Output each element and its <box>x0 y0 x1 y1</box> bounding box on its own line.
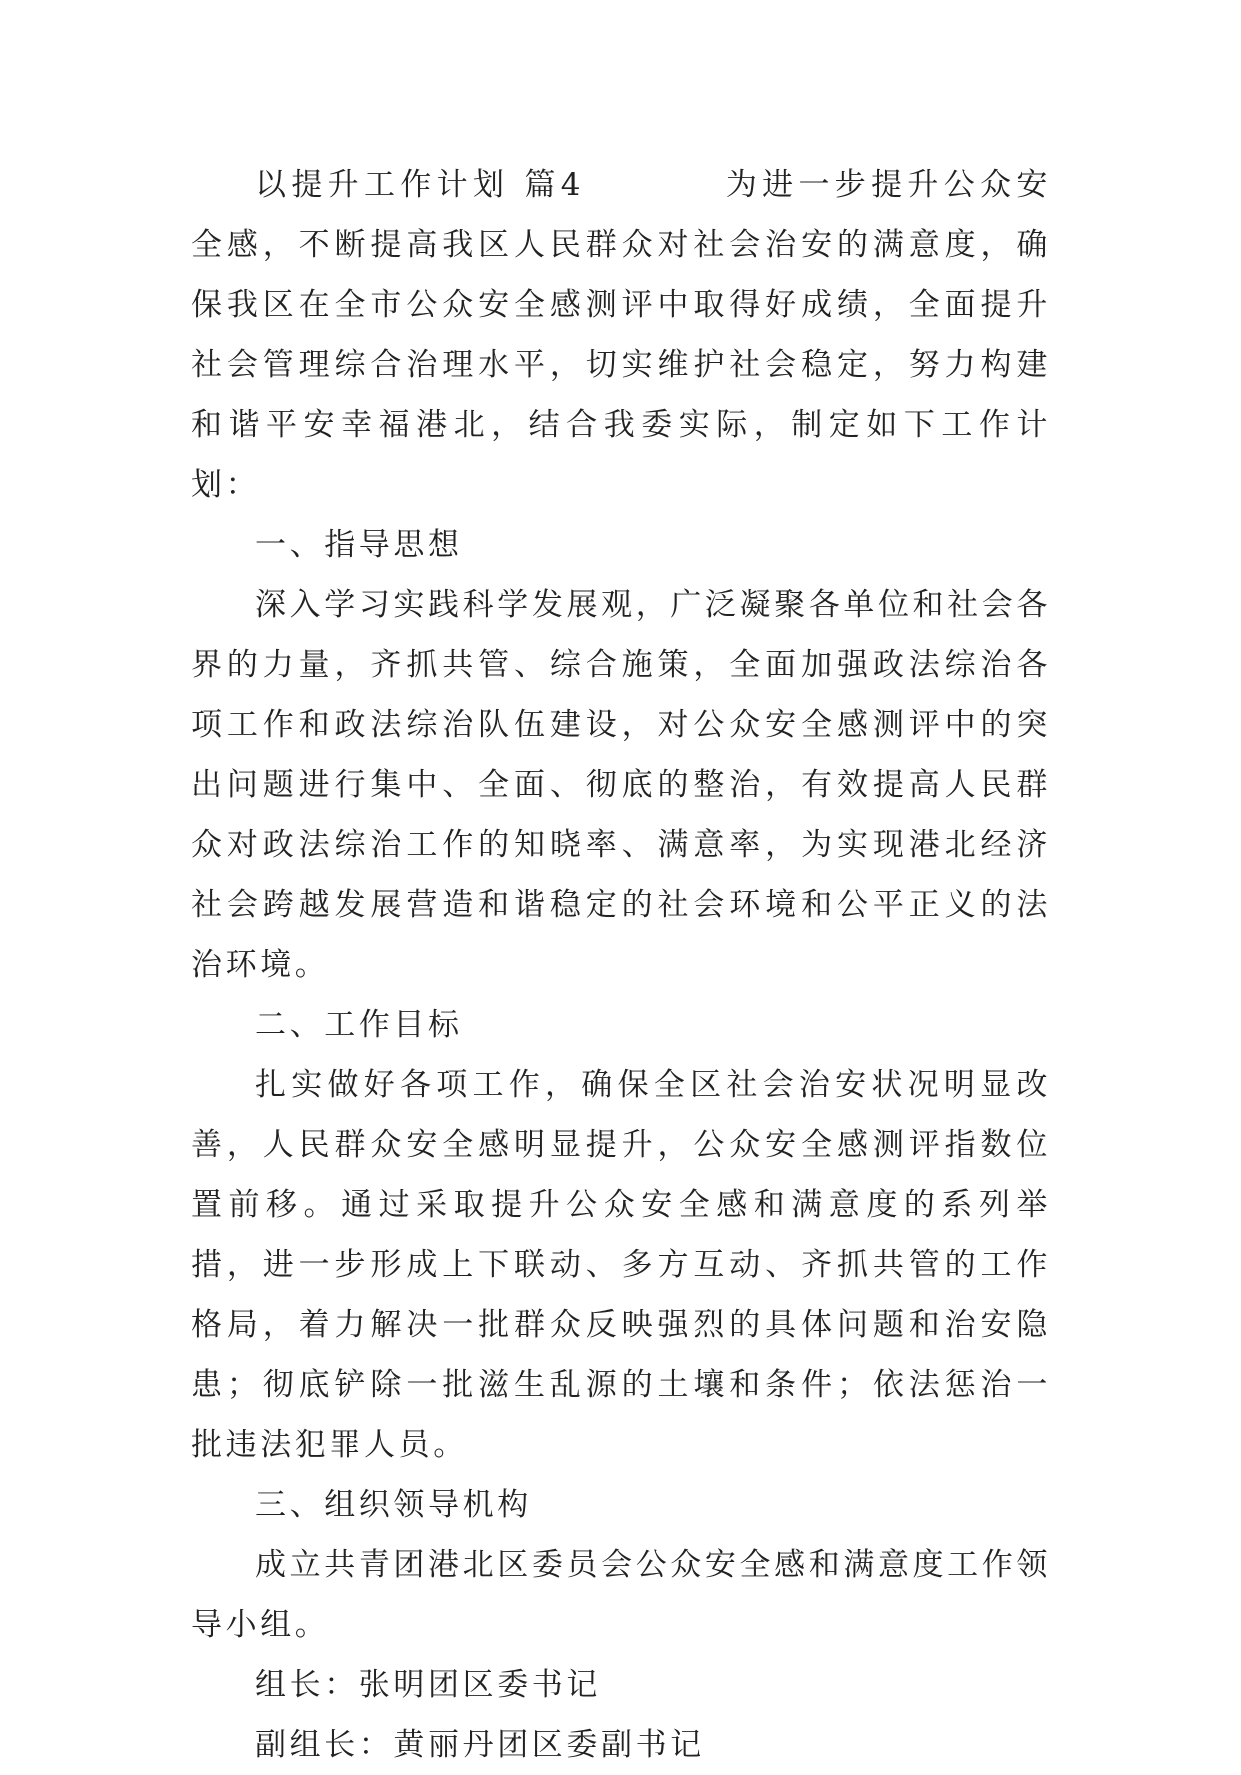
intro-paragraph <box>191 155 1051 515</box>
section2-heading: 二、工作目标 <box>255 1007 463 1043</box>
section3-body: 成立共青团港北区委员会公众安全感和满意度工作领导小组。 <box>191 1547 1051 1643</box>
section2-body: 扎实做好各项工作，确保全区社会治安状况明显改善，人民群众安全感明显提升，公众安全感测评指数位置前移。通过采取提升公众安全感和满意度的系列举措，进一步形成上下联动、多方互动、齐抓共管的工作格局，着力解决一批群众反映强烈的具体问题和治安隐患；彻底铲除一批滋生乱源的土壤和条件；依法惩治一批违法犯罪人员。 <box>191 1067 1051 1463</box>
section3-deputy: 副组长：黄丽丹团区委副书记 <box>255 1727 705 1763</box>
intro-text: 为进一步提升公众安全感，不断提高我区人民群众对社会治安的满意度，确保我区在全市公众安全感测评中取得好成绩，全面提升社会管理综合治理水平，切实维护社会稳定，努力构建和谐平安幸福港北，结合我委实际，制定如下工作计划： <box>191 167 1052 503</box>
section1-heading: 一、指导思想 <box>255 527 463 563</box>
section3-leader: 组长：张明团区委书记 <box>255 1667 601 1703</box>
intro-title: 以提升工作计划 篇4 <box>255 167 585 203</box>
section1-body: 深入学习实践科学发展观，广泛凝聚各单位和社会各界的力量，齐抓共管、综合施策，全面加强政法综治各项工作和政法综治队伍建设，对公众安全感测评中的突出问题进行集中、全面、彻底的整治，有效提高人民群众对政法综治工作的知晓率、满意率，为实现港北经济社会跨越发展营造和谐稳定的社会环境和公平正义的法治环境。 <box>191 587 1051 983</box>
section3-heading: 三、组织领导机构 <box>255 1487 532 1523</box>
document-body <box>191 155 1051 1775</box>
